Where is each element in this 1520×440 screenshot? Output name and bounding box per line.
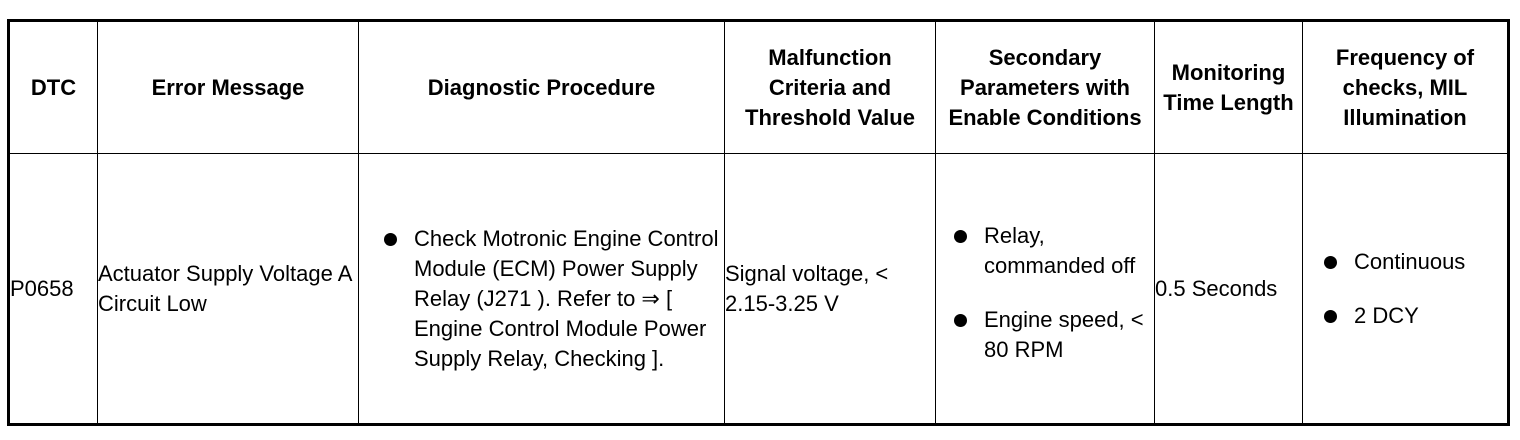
header-dtc: DTC xyxy=(9,21,98,154)
list-item xyxy=(936,305,1154,365)
header-monitoring-time: Monitoring Time Length xyxy=(1155,21,1303,154)
secondary-parameters-cell xyxy=(936,154,1155,425)
header-error-message: Error Message xyxy=(98,21,359,154)
bullet-icon xyxy=(1324,256,1337,269)
diagnostic-procedure-cell xyxy=(359,154,725,425)
list-item xyxy=(359,224,724,374)
bullet-icon xyxy=(954,230,967,243)
bullet-icon xyxy=(384,233,397,246)
frequency-text: Continuous xyxy=(1354,248,1466,274)
frequency-list xyxy=(1303,247,1507,331)
error-message-cell: Actuator Supply Voltage A Circuit Low xyxy=(98,154,359,425)
procedure-text: Check Motronic Engine Control Module (ECM) Power Supply Relay (J271 ). Refer to ⇒ [ Engine Control Module Power Supply Relay, Checking ]. xyxy=(414,225,719,371)
header-secondary-parameters: Secondary Parameters with Enable Conditions xyxy=(936,21,1155,154)
frequency-cell xyxy=(1303,154,1509,425)
header-malfunction-criteria: Malfunction Criteria and Threshold Value xyxy=(725,21,936,154)
malfunction-criteria-cell: Signal voltage, < 2.15-3.25 V xyxy=(725,154,936,425)
list-item xyxy=(1303,301,1507,331)
list-item xyxy=(1303,247,1507,277)
list-item xyxy=(936,221,1154,281)
bullet-icon xyxy=(1324,310,1337,323)
secondary-parameter-text: Engine speed, < 80 RPM xyxy=(984,306,1144,362)
table-row xyxy=(9,154,1509,425)
frequency-text: 2 DCY xyxy=(1354,302,1419,328)
procedure-list xyxy=(359,224,724,374)
dtc-table xyxy=(7,19,1510,426)
secondary-parameter-text: Relay, commanded off xyxy=(984,222,1136,278)
dtc-code-cell: P0658 xyxy=(9,154,98,425)
monitoring-time-cell: 0.5 Seconds xyxy=(1155,154,1303,425)
header-frequency: Frequency of checks, MIL Illumination xyxy=(1303,21,1509,154)
header-diagnostic-procedure: Diagnostic Procedure xyxy=(359,21,725,154)
bullet-icon xyxy=(954,314,967,327)
secondary-parameters-list xyxy=(936,221,1154,365)
header-row xyxy=(9,21,1509,154)
